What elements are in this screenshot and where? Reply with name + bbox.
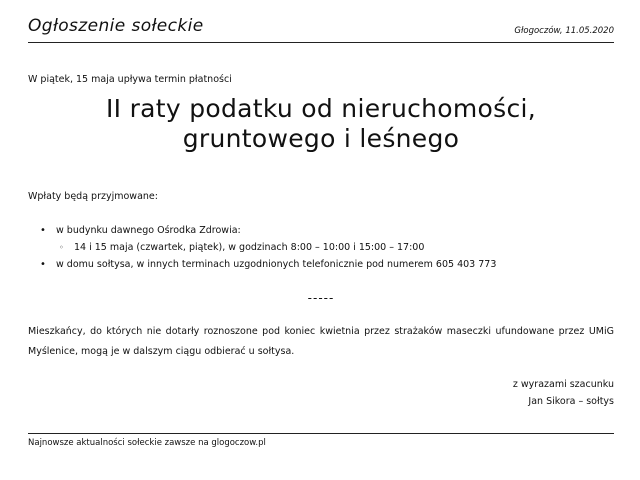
intro-text: W piątek, 15 maja upływa termin płatności — [28, 74, 232, 85]
bullet-icon: • — [40, 225, 46, 236]
date-line: Głogoczów, 11.05.2020 — [514, 26, 614, 36]
headline-line-2: gruntowego i leśnego — [182, 124, 460, 153]
headline — [28, 94, 614, 154]
closing-greeting: z wyrazami szacunku — [512, 379, 614, 390]
headline-line-1: II raty podatku od nieruchomości, — [106, 94, 536, 123]
page-header — [28, 14, 614, 43]
closing — [513, 376, 614, 410]
bullet-icon: • — [40, 259, 46, 270]
payment-places-list — [28, 222, 496, 273]
sub-list-item-text: 14 i 15 maja (czwartek, piątek), w godzinach 8:00 – 10:00 i 15:00 – 17:00 — [74, 242, 425, 253]
list-item — [28, 256, 496, 273]
list-item-text: w domu sołtysa, w innych terminach uzgodnionych telefonicznie pod numerem 605 403 773 — [56, 259, 497, 270]
list-item-text: w budynku dawnego Ośrodka Zdrowia: — [56, 225, 241, 236]
list-item — [28, 222, 496, 256]
page-title: Ogłoszenie sołeckie — [28, 16, 204, 36]
sub-list — [56, 239, 496, 256]
circle-bullet-icon: ◦ — [59, 243, 64, 252]
payments-intro: Wpłaty będą przyjmowane: — [28, 191, 158, 202]
separator: ----- — [307, 291, 335, 305]
sub-list-item — [56, 239, 496, 256]
footer-note: Najnowsze aktualności sołeckie zawsze na glogoczow.pl — [28, 433, 614, 448]
signature: Jan Sikora – sołtys — [528, 396, 614, 407]
notice-paragraph: Mieszkańcy, do których nie dotarły roznoszone pod koniec kwietnia przez strażaków maseczki ufundowane przez UMiG Myślenice, mogą je w dalszym ciągu odbierać u sołtysa. — [28, 326, 614, 357]
